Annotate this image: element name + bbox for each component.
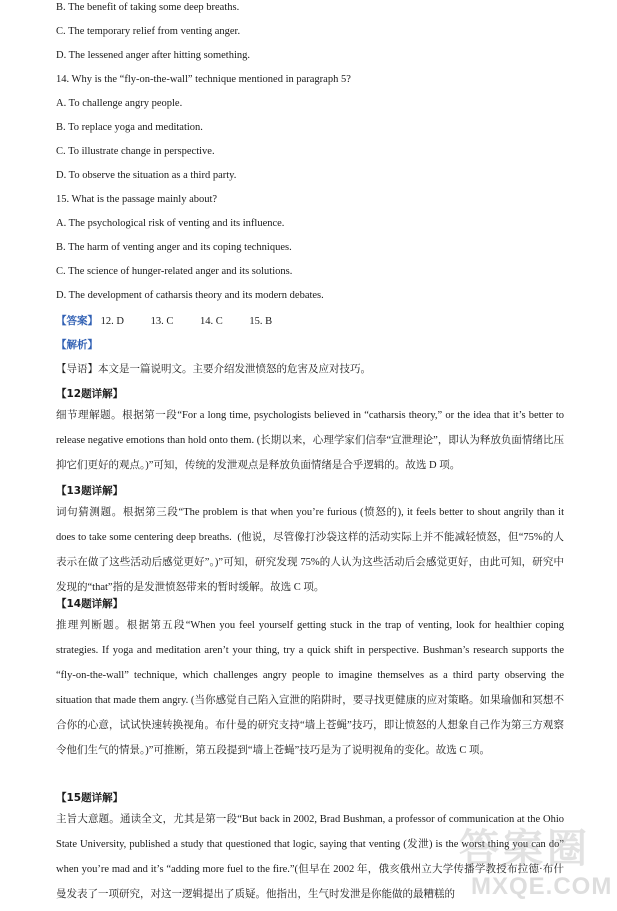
answer-13: 13. C: [150, 316, 174, 327]
option-c-q15: C. The science of hunger-related anger and its solutions.: [56, 266, 293, 277]
option-d-q14: D. To observe the situation as a third party.: [56, 170, 237, 181]
section-title-15: 【15题详解】: [56, 792, 124, 804]
answer-15: 15. B: [249, 316, 273, 327]
section-text-15: 主旨大意题。通读全文，尤其是第一段“But back in 2002, Brad Bushman, a professor of communication at the Ohio State University, published a study that questioned that logic, saying that venting (发泄) is the worst thing you can do” when you’re mad and it’s “adding more fuel to the fire.”(但早在 2002 年，俄亥俄州立大学传播学教授布拉德·布什曼发表了一项研究，对这一逻辑提出了质疑。他指出，生气时发泄是你能做的最糟糕的: [56, 814, 564, 900]
section-text-12: 细节理解题。根据第一段“For a long time, psychologists believed in “catharsis theory,” or the idea that it’s better to release negative emotions than hold onto them. (长期以来，心理学家们信奉“宣泄理论”，即认为释放负面情绪比压抑它们更好的观点。)”可知，传统的发泄观点是释放负面情绪是合乎逻辑的。故选 D 项。: [56, 410, 564, 471]
option-b-q14: B. To replace yoga and meditation.: [56, 122, 203, 133]
answer-label: 【答案】: [56, 316, 98, 327]
option-d-q13: D. The lessened anger after hitting something.: [56, 50, 251, 61]
answer-key: [56, 313, 296, 328]
watermark-url: MXQE.COM: [471, 873, 613, 900]
section-title-14: 【14题详解】: [56, 598, 124, 610]
section-title-13: 【13题详解】: [56, 485, 124, 497]
watermark-text: 答案圈: [459, 826, 591, 872]
answer-12: 12. D: [100, 316, 124, 327]
option-a-q14: A. To challenge angry people.: [56, 98, 183, 109]
option-b-q13: B. The benefit of taking some deep breaths.: [56, 2, 240, 13]
section-text-14: 推理判断题。根据第五段“When you feel yourself getting stuck in the trap of venting, look for healthier coping strategies. If yoga and meditation aren’t your thing, try a quick shift in perspective. Bushman’s research supports the “fly-on-the-wall” technique, which challenges angry people to imagine themselves as a third party observing the situation that made them angry. (当你感觉自己陷入宣泄的陷阱时，要寻找更健康的应对策略。如果瑜伽和冥想不合你的心意，试试快速转换视角。布什曼的研究支持“墙上苍蝇”技巧，即让愤怒的人想象自己作为第三方观察令他们生气的情景。)”可推断，第五段提到“墙上苍蝇”技巧是为了说明视角的变化。故选 C 项。: [56, 620, 564, 756]
answer-14: 14. C: [199, 316, 223, 327]
section-text-13: 词句猜测题。根据第三段“The problem is that when you’re furious (愤怒的), it feels better to shout angrily than it does to take some centering deep breaths. (他说，尽管像打沙袋这样的活动实际上并不能减轻愤怒，但“75%的人表示在做了这些活动后感觉更好”。)”可知，研究发现 75%的人认为这些活动后会感觉更好，由此可知，研究中发现的“that”指的是发泄愤怒带来的暂时缓解。故选 C 项。: [56, 507, 564, 593]
option-d-q15: D. The development of catharsis theory and its modern debates.: [56, 290, 324, 301]
intro-text: 【导语】本文是一篇说明文。主要介绍发泄愤怒的危害及应对技巧。: [56, 363, 371, 375]
question-15: 15. What is the passage mainly about?: [56, 194, 218, 205]
question-14: 14. Why is the “fly-on-the-wall” technique mentioned in paragraph 5?: [56, 74, 351, 85]
option-c-q13: C. The temporary relief from venting anger.: [56, 26, 241, 37]
analysis-label: 【解析】: [56, 339, 98, 351]
option-c-q14: C. To illustrate change in perspective.: [56, 146, 215, 157]
option-a-q15: A. The psychological risk of venting and its influence.: [56, 218, 285, 229]
option-b-q15: B. The harm of venting anger and its coping techniques.: [56, 242, 292, 253]
section-title-12: 【12题详解】: [56, 388, 124, 400]
